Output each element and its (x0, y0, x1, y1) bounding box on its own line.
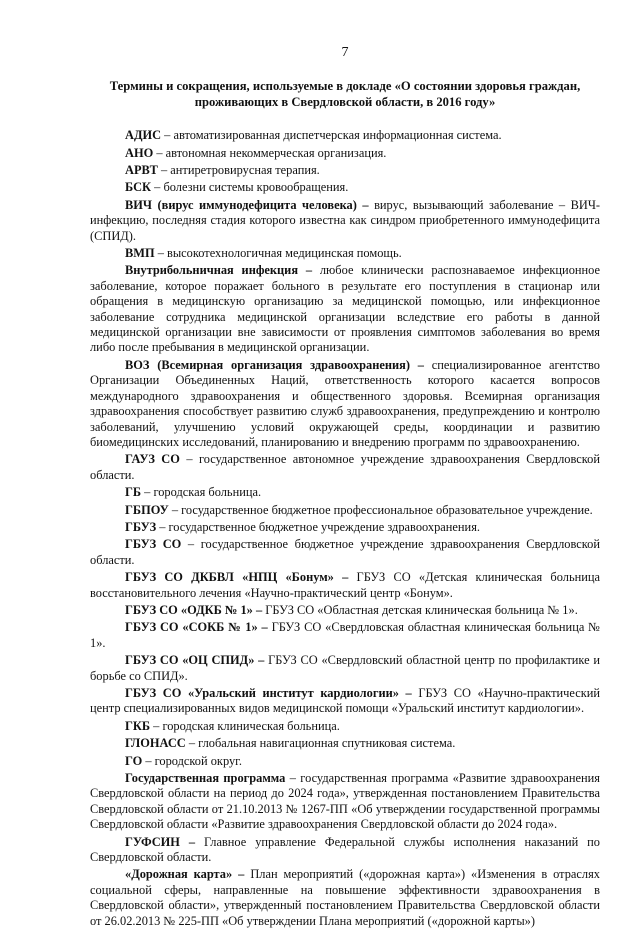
glossary-definition: Главное управление Федеральной службы исполнения наказаний по Свердловской области. (90, 834, 600, 865)
glossary-term: АРВТ (125, 163, 158, 177)
glossary-entry (90, 754, 600, 769)
glossary-definition: – автоматизированная диспетчерская информационная система. (161, 128, 502, 143)
glossary-definition: – государственное автономное учреждение здравоохранения Свердловской области. (90, 452, 600, 482)
glossary-entry (90, 503, 600, 518)
glossary-entry (90, 452, 600, 483)
glossary-entry (90, 603, 600, 618)
glossary-entry (90, 198, 600, 244)
glossary-term: ГБУЗ СО ДКБВЛ «НПЦ «Бонум» – (125, 570, 349, 585)
glossary-definition: – государственное бюджетное профессиональное образовательное учреждение. (168, 502, 593, 517)
glossary-definition: – городская клиническая больница. (150, 718, 340, 733)
glossary-definition: ГБУЗ СО «Свердловский областной центр по профилактике и борьбе со СПИД». (90, 653, 600, 683)
glossary-term: ГБПОУ (125, 502, 169, 517)
glossary-definition: вирус, вызывающий заболевание – ВИЧ-инфекцию, последняя стадия которого известна как синдром приобретенного иммунодефицита (СПИД). (90, 197, 601, 243)
glossary-definition: – глобальная навигационная спутниковая система. (185, 736, 456, 751)
glossary-entry (90, 570, 600, 601)
glossary-definition: специализированное агентство Организации Объединенных Наций, ответственность которого касается вопросов международного здравоохранения и общественного здоровья. Всемирная организация здравоохранения способствует развитию служб здравоохранения, предупреждению и контролю заболеваний, улучшению условий окружающей среды, координации и развитию биомедицинских исследований, планированию и внедрению программ по здравоохранению. (90, 357, 600, 449)
glossary-term: ВОЗ (Всемирная организация здравоохранения) – (125, 357, 424, 372)
glossary-definition: – государственное бюджетное учреждение здравоохранения Свердловской области. (90, 537, 600, 567)
glossary-term: ВМП (125, 246, 155, 261)
glossary-term: АНО (125, 145, 154, 160)
glossary-definition: – государственная программа «Развитие здравоохранения Свердловской области на период до 2024 года», утвержденная постановлением Правительства Свердловской области от 21.10.2013 № 1267-ПП «Об утверждении государственной программы Свердловской области «Развитие здравоохранения Свердловской области до 2024 года». (90, 771, 601, 832)
glossary-entry (90, 358, 600, 450)
glossary-term: Внутрибольничная инфекция – (125, 263, 313, 278)
glossary-definition: ГБУЗ СО «Областная детская клиническая больница № 1». (262, 602, 578, 617)
glossary-term: ГБУЗ СО «ОЦ СПИД» – (125, 653, 265, 668)
glossary-list (90, 128, 600, 929)
glossary-definition: – болезни системы кровообращения. (151, 180, 349, 195)
glossary-entry (90, 835, 600, 866)
glossary-term: ГАУЗ СО (125, 452, 180, 467)
page-number: 7 (341, 45, 349, 60)
glossary-term: ГБУЗ СО «ОДКБ № 1» – (125, 602, 263, 617)
title-line-2: проживающих в Свердловской области, в 2016 году» (194, 94, 496, 109)
glossary-entry (90, 520, 600, 535)
glossary-term: ГБУЗ СО «СОКБ № 1» – (125, 620, 268, 635)
glossary-definition: – городская больница. (141, 485, 262, 500)
glossary-entry (90, 246, 600, 261)
glossary-entry (90, 163, 600, 178)
glossary-definition: – высокотехнологичная медицинская помощь. (154, 246, 402, 261)
glossary-term: ГБУЗ СО «Уральский институт кардиологии» – (125, 686, 412, 700)
glossary-entry (90, 653, 600, 684)
glossary-definition: ГБУЗ СО «Свердловская областная клиническая больница № 1». (90, 620, 600, 650)
glossary-entry (90, 620, 600, 651)
glossary-definition: ГБУЗ СО «Детская клиническая больница восстановительного лечения «Научно-практический центр «Бонум». (90, 570, 600, 600)
glossary-term: ГБУЗ (125, 519, 157, 534)
glossary-term: «Дорожная карта» – (125, 867, 245, 882)
title-line-1: Термины и сокращения, используемые в докладе «О состоянии здоровья граждан, (109, 79, 581, 93)
glossary-term: ВИЧ (вирус иммунодефицита человека) – (125, 197, 369, 212)
glossary-entry (90, 771, 600, 833)
glossary-entry (90, 146, 600, 161)
glossary-term: ГКБ (125, 718, 151, 733)
glossary-definition: – антиретровирусная терапия. (157, 163, 320, 177)
glossary-term: ГБУЗ СО (125, 537, 182, 552)
glossary-definition: – автономная некоммерческая организация. (153, 145, 387, 160)
glossary-entry (90, 719, 600, 734)
glossary-entry (90, 736, 600, 751)
glossary-term: АДИС (125, 128, 162, 143)
glossary-term: ГЛОНАСС (125, 736, 186, 751)
glossary-entry (90, 180, 600, 195)
glossary-definition: ГБУЗ СО «Научно-практический центр специализированных видов медицинской помощи «Уральский институт кардиологии». (90, 686, 600, 716)
glossary-definition: любое клинически распознаваемое инфекционное заболевание, которое поражает больного в результате его поступления в стационар или обращения в медицинскую организацию за медицинской помощью, или инфекционное заболевание сотрудника медицинской организации вследствие его работы в данной медицинской организации вне зависимости от проявления симптомов заболевания во время либо после пребывания в медицинской организации. (90, 263, 600, 355)
glossary-entry (90, 485, 600, 500)
glossary-term: Государственная программа (125, 771, 286, 786)
glossary-entry (90, 686, 600, 717)
glossary-term: БСК (125, 180, 152, 195)
glossary-entry (90, 867, 600, 929)
glossary-entry (90, 537, 600, 568)
glossary-entry (90, 128, 600, 143)
glossary-definition: – городской округ. (142, 753, 242, 768)
glossary-definition: План мероприятий («дорожная карта») «Изменения в отраслях социальной сферы, направленные на повышение эффективности здравоохранения в Свердловской области», утвержденный постановлением Правительства Свердловской области от 26.02.2013 № 225-ПП «Об утверждении Плана мероприятий («дорожной карты») (90, 867, 601, 928)
glossary-term: ГБ (125, 485, 142, 500)
glossary-term: ГУФСИН – (125, 834, 196, 849)
glossary-definition: – государственное бюджетное учреждение здравоохранения. (156, 519, 480, 534)
page-title (90, 79, 600, 110)
glossary-term: ГО (125, 753, 143, 768)
glossary-entry (90, 263, 600, 355)
